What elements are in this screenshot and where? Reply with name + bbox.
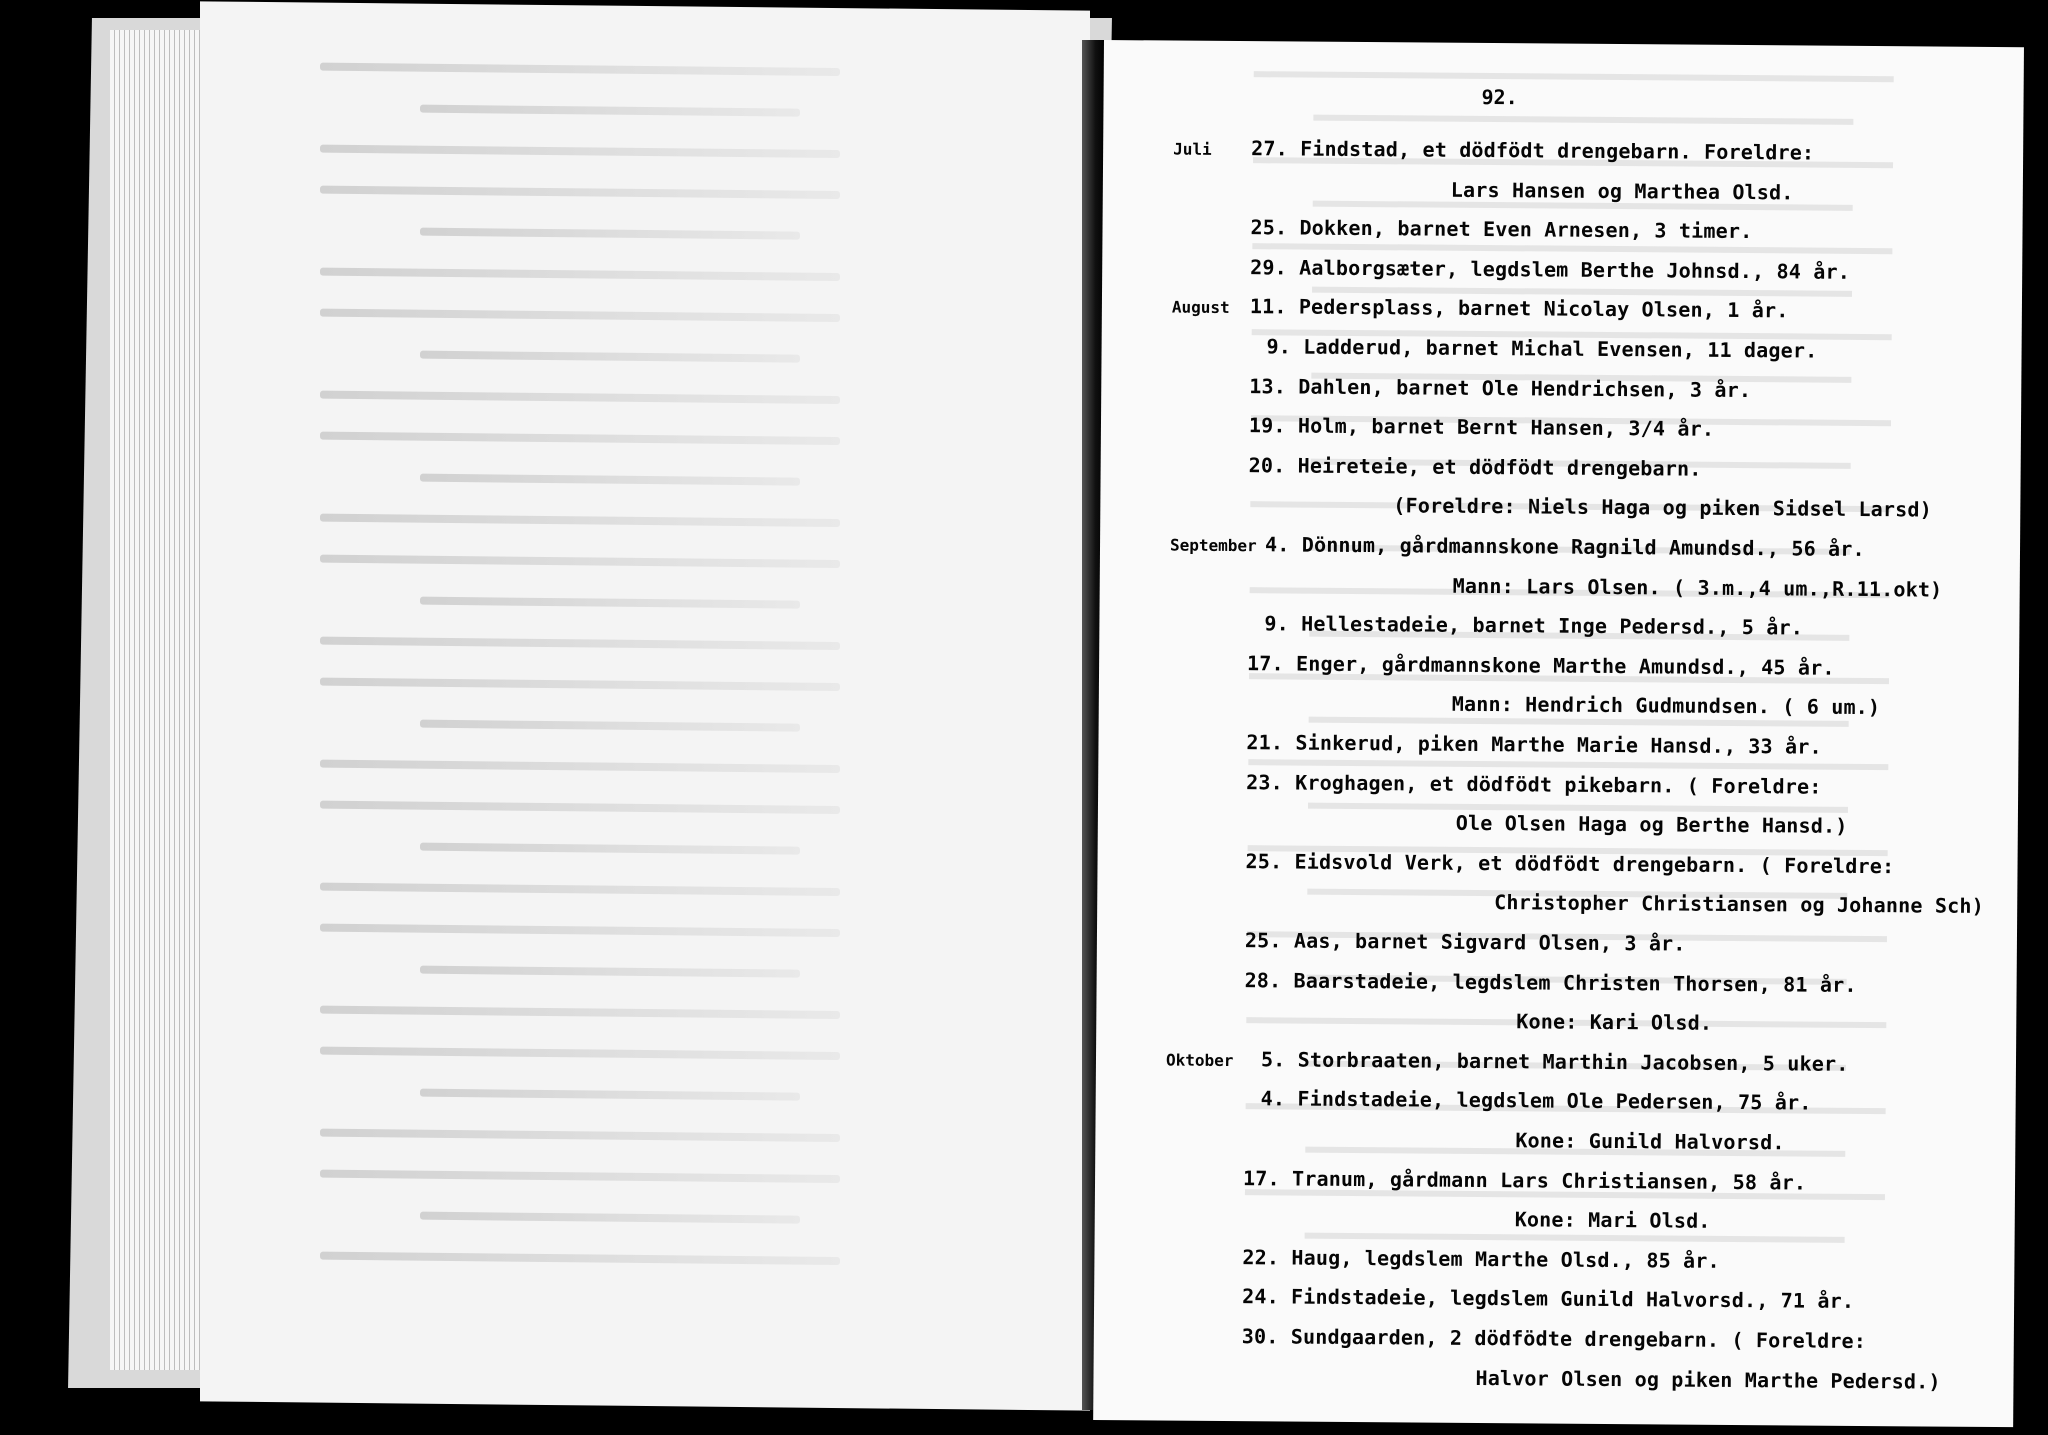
register-line: 4. Findstadeie, legdslem Ole Pedersen, 75 år. [1260,1086,1812,1115]
register-line: 11. Pedersplass, barnet Nicolay Olsen, 1 år. [1249,294,1789,323]
left-page [200,1,1090,1410]
register-line: Kone: Kari Olsd. [1516,1009,1713,1035]
register-line: 13. Dahlen, barnet Ole Hendrichsen, 3 år. [1249,373,1752,402]
faded-text-line [320,1252,840,1265]
register-line: Mann: Hendrich Gudmundsen. ( 6 um.) [1451,692,1881,720]
register-line: 30. Sundgaarden, 2 dödfödte drengebarn. ( Foreldre: [1241,1324,1867,1354]
register-line: (Foreldre: Niels Haga og piken Sidsel Larsd) [1393,493,1933,522]
faded-text-line [320,145,840,158]
faded-text-line [320,1170,840,1183]
register-line: 25. Dokken, barnet Even Arnesen, 3 timer. [1250,215,1753,244]
register-line: Kone: Mari Olsd. [1514,1207,1711,1233]
page-edges [110,30,210,1370]
faded-text-line [320,309,840,322]
right-page [1093,40,2024,1427]
faded-text-line [320,514,840,527]
faded-text-line [320,186,840,199]
register-line: 25. Eidsvold Verk, et dödfödt drengebarn. ( Foreldre: [1245,848,1895,879]
faded-text-line [320,883,840,896]
register-line: 9. Hellestadeie, barnet Inge Pedersd., 5 år. [1264,611,1804,640]
faded-text-line [320,391,840,404]
faded-text-line [320,1006,840,1019]
register-line: 17. Tranum, gårdmann Lars Christiansen, 58 år. [1242,1165,1807,1195]
faded-text-line [320,1047,840,1060]
register-line: 19. Holm, barnet Bernt Hansen, 3/4 år. [1248,413,1715,441]
faded-text-line [320,924,840,937]
faded-text-line [420,1212,800,1224]
faded-text-line [420,474,800,486]
faded-text-line [320,637,840,650]
register-line: Christopher Christiansen og Johanne Sch) [1494,890,1984,919]
register-line: 5. Storbraaten, barnet Marthin Jacobsen, 5 uker. [1260,1047,1849,1076]
register-line: 25. Aas, barnet Sigvard Olsen, 3 år. [1244,928,1686,956]
register-line: Halvor Olsen og piken Marthe Pedersd.) [1475,1365,1941,1394]
left-page-faded-text [200,1,1090,1410]
register-line: 24. Findstadeie, legdslem Gunild Halvorsd., 71 år. [1242,1284,1855,1314]
faded-text-line [420,720,800,732]
faded-text-line [320,555,840,568]
register-line: Mann: Lars Olsen. ( 3.m.,4 um.,R.11.okt) [1452,573,1943,602]
faded-text-line [320,760,840,773]
register-line: Kone: Gunild Halvorsd. [1515,1128,1785,1155]
faded-text-line [320,432,840,445]
faded-text-line [420,228,800,240]
month-label-august: August [1171,297,1230,318]
register-line: 9. Ladderud, barnet Michal Evensen, 11 dager. [1266,334,1818,363]
faded-text-line [320,63,840,76]
faded-text-line [420,597,800,609]
register-line: Ole Olsen Haga og Berthe Hansd.) [1455,810,1848,839]
register-line: 4. Dönnum, gårdmannskone Ragnild Amundsd., 56 år. [1264,532,1865,561]
month-label-september: September [1169,535,1257,556]
month-label-juli: Juli [1173,139,1212,159]
register-line: 17. Enger, gårdmannskone Marthe Amundsd., 45 år. [1247,650,1835,680]
register-line: 23. Kroghagen, et dödfödt pikebarn. ( Foreldre: [1246,769,1822,799]
register-line: Lars Hansen og Marthea Olsd. [1450,177,1794,205]
faded-text-line [420,1089,800,1101]
register-line: 28. Baarstadeie, legdslem Christen Thorsen, 81 år. [1244,967,1857,997]
register-line: 20. Heireteie, et dödfödt drengebarn. [1248,452,1702,481]
page-number: 92. [1481,84,1518,110]
register-line: 29. Aalborgsæter, legdslem Berthe Johnsd., 84 år. [1250,254,1851,284]
register-line: 21. Sinkerud, piken Marthe Marie Hansd., 33 år. [1246,730,1822,759]
faded-text-line [420,843,800,855]
faded-text-line [320,268,840,281]
faded-text-line [320,801,840,814]
month-label-oktober: Oktober [1165,1050,1234,1070]
faded-text-line [420,966,800,978]
faded-text-line [420,105,800,117]
faded-text-line [320,678,840,691]
register-line: 27. Findstad, et dödfödt drengebarn. Foreldre: [1251,136,1815,165]
register-line: 22. Haug, legdslem Marthe Olsd., 85 år. [1242,1244,1720,1273]
burial-register-entries [1093,40,2024,1427]
faded-text-line [420,351,800,363]
faded-text-line [320,1129,840,1142]
